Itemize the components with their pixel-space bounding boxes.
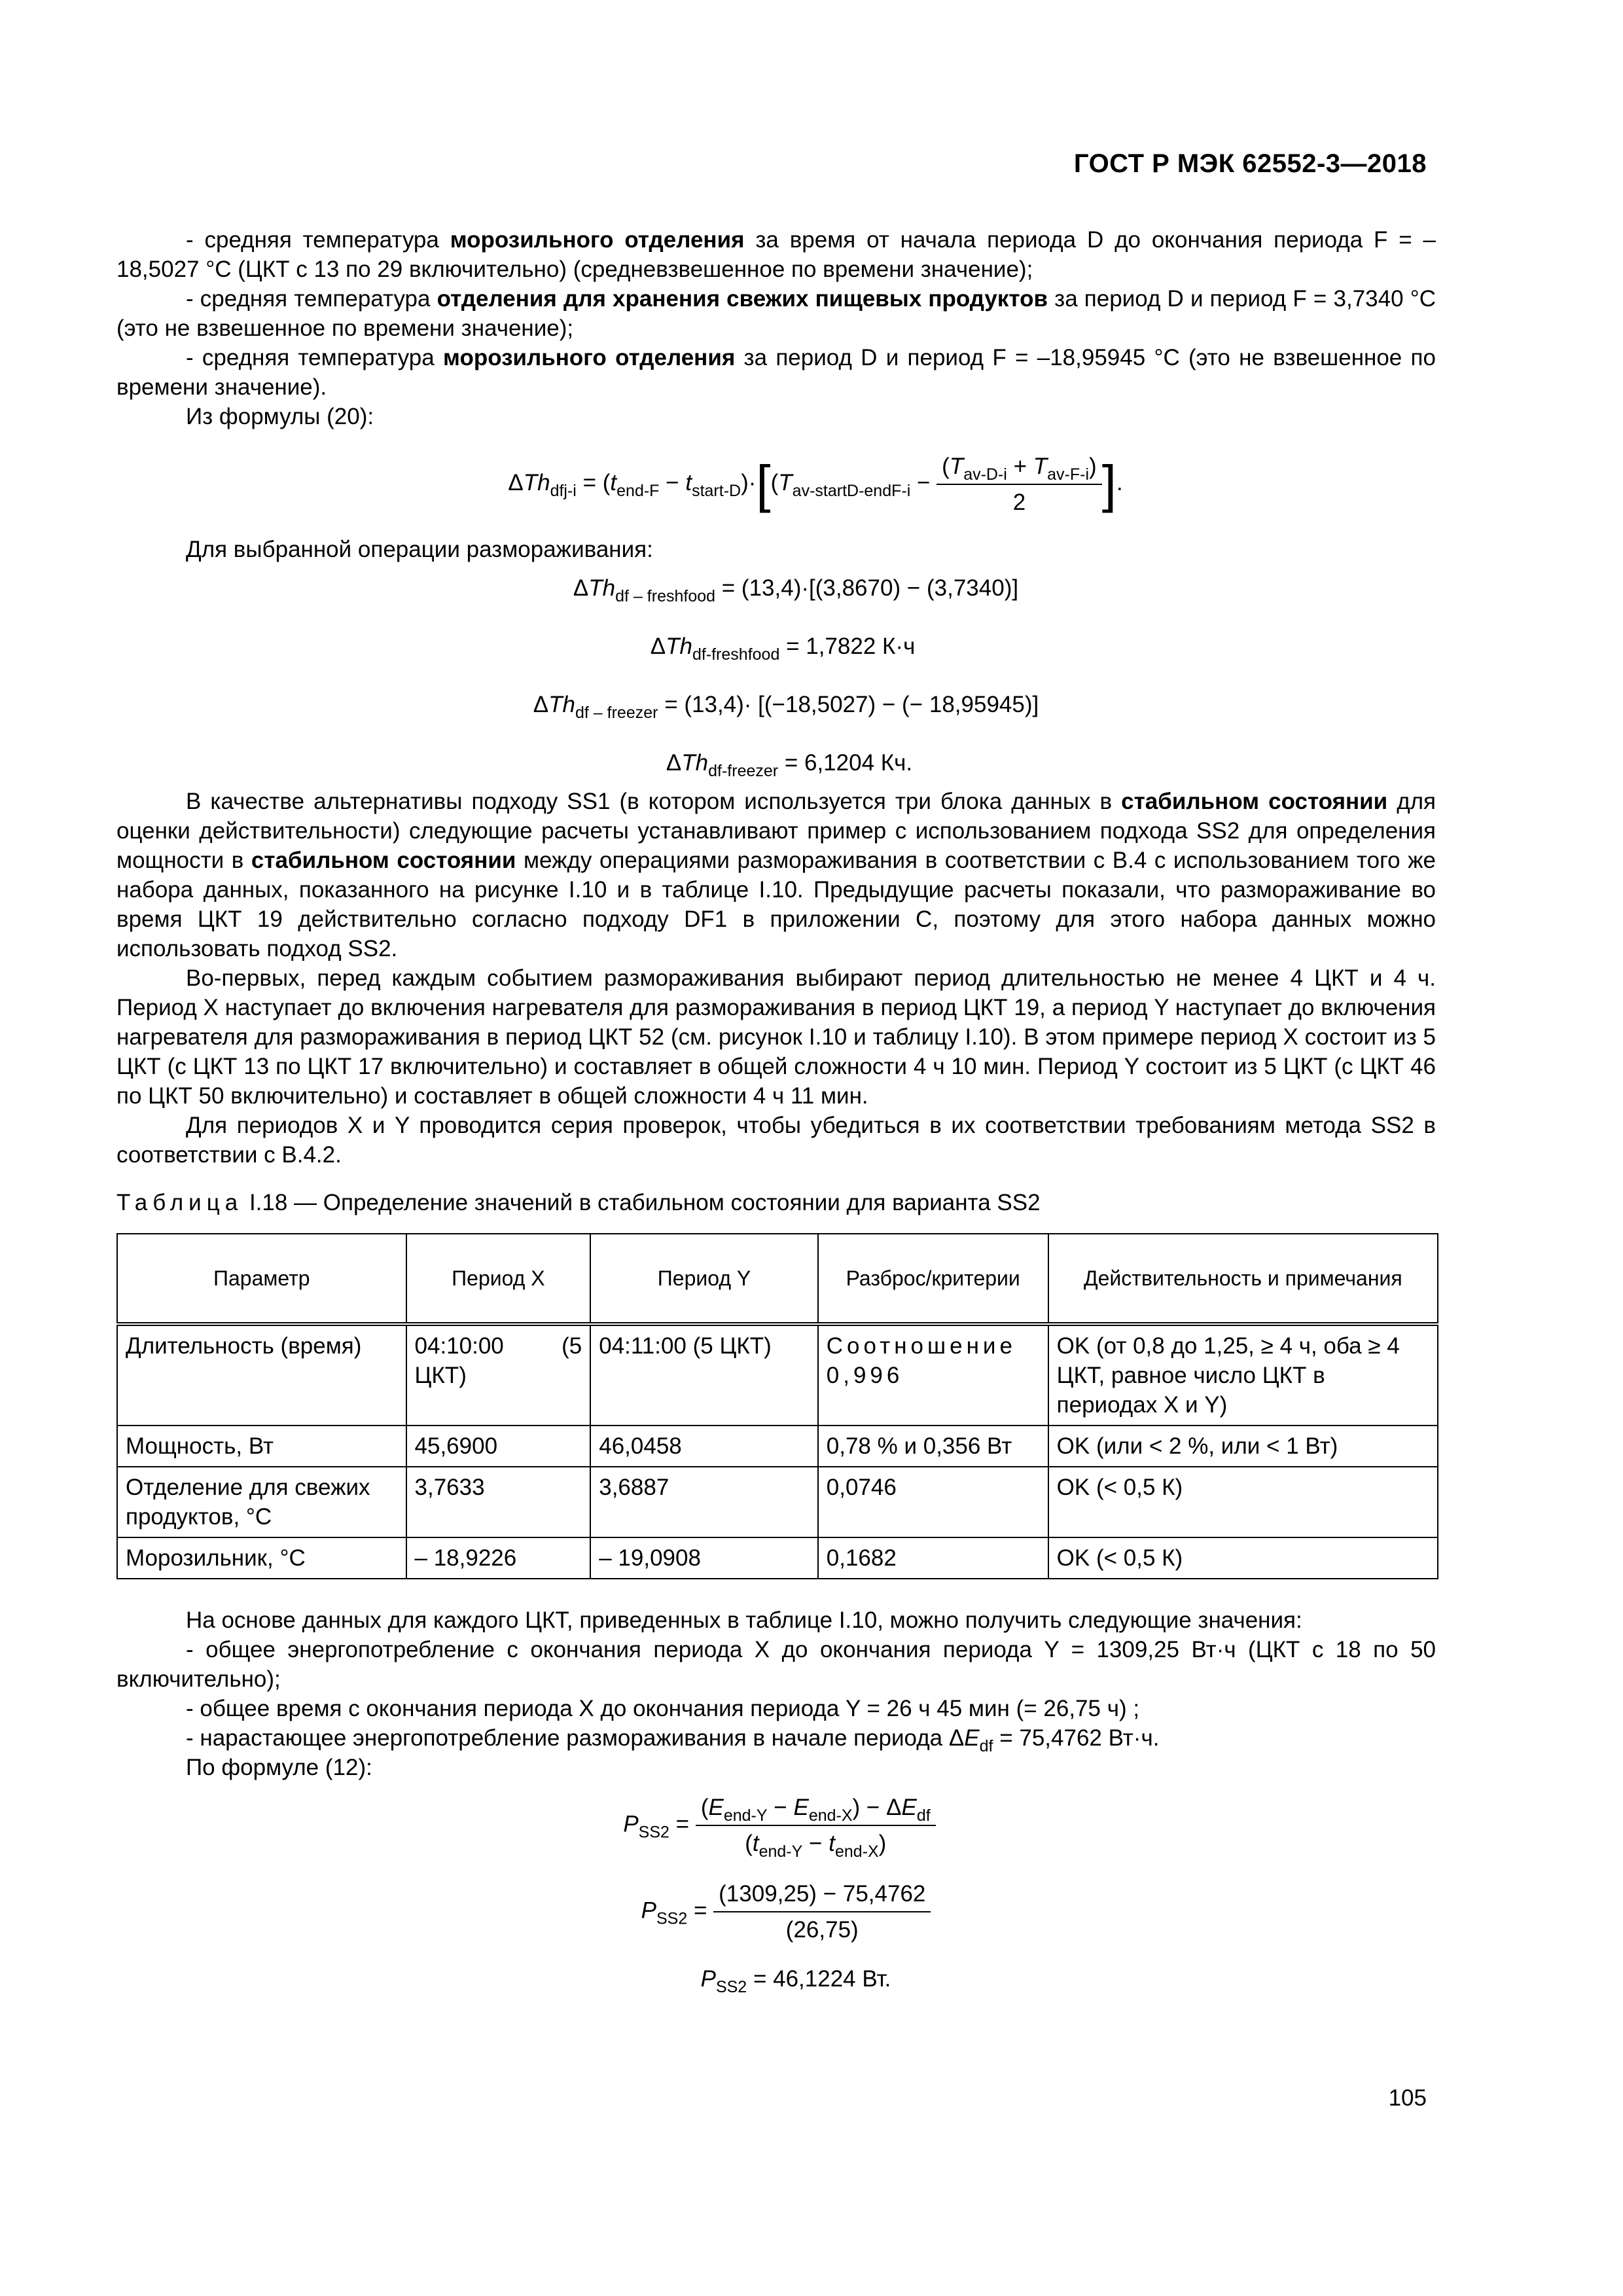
bullet-freezer-avg: [116, 225, 1436, 284]
delta-symbol: Δ: [533, 692, 549, 717]
paren: ): [852, 1795, 861, 1820]
math-sub: av-F-i: [1047, 465, 1090, 484]
math-sub: end-X: [808, 1806, 853, 1825]
table-cell: 0,1682: [818, 1537, 1048, 1579]
math-op: −: [802, 1831, 829, 1856]
math-sub: end-F: [616, 482, 660, 500]
math-sub: av-startD-endF-i: [792, 482, 911, 500]
paren: (: [700, 1795, 709, 1820]
formula-df-freshfood-result: [116, 632, 1436, 664]
numerator: [696, 1793, 936, 1826]
table-cell: OK (от 0,8 до 1,25, ≥ 4 ч, оба ≥ 4 ЦКТ, равное число ЦКТ в периодах X и Y): [1048, 1324, 1438, 1426]
bullet-total-energy: - общее энергопотребление с окончания периода X до окончания периода Y = 1309,25 Вт·ч (ЦКТ с 18 по 50 включительно);: [116, 1637, 1436, 1692]
math-op: =: [669, 1811, 696, 1837]
text: - средняя температура: [186, 345, 444, 370]
col-header-parameter: Параметр: [117, 1234, 406, 1324]
math-var: t: [752, 1831, 759, 1856]
table-row: [117, 1324, 1438, 1426]
text: для оценки действительности) следующие расчеты устанавливают пример с использованием подхода SS2 для определения мощности в: [116, 789, 1436, 873]
table-caption: [116, 1188, 1436, 1217]
table-cell: 3,7633: [406, 1467, 591, 1537]
page-content: [116, 225, 1436, 1994]
math-sub: df: [916, 1806, 931, 1825]
text: = 75,4762 Вт·ч.: [993, 1725, 1160, 1751]
delta-symbol: Δ: [508, 470, 524, 495]
math-sub: end-Y: [758, 1842, 803, 1861]
caption-text: I.18 — Определение значений в стабильном состоянии для варианта SS2: [243, 1190, 1041, 1215]
denominator: 2: [1012, 489, 1026, 515]
table-cell: – 18,9226: [406, 1537, 591, 1579]
table-cell: Мощность, Вт: [117, 1426, 406, 1467]
table-cell: OK (< 0,5 К): [1048, 1467, 1438, 1537]
paren: (: [745, 1831, 753, 1856]
term-bold: отделения для хранения свежих пищевых продуктов: [437, 286, 1048, 312]
bullet-defrost-energy: [116, 1723, 1436, 1753]
math-sub: end-X: [834, 1842, 879, 1861]
table-header-row: [117, 1234, 1438, 1324]
table-row: [117, 1467, 1438, 1537]
math-op: −: [910, 470, 937, 495]
math-sub: df – freshfood: [615, 587, 716, 605]
math-rhs: = 6,1204 Кч.: [778, 750, 913, 776]
math-op: ·: [748, 470, 757, 495]
table-cell: Соотношение 0,996: [818, 1324, 1048, 1426]
formula-df-freezer-result: [116, 748, 1436, 778]
math-var: P: [623, 1811, 639, 1837]
table-cell: OK (< 0,5 К): [1048, 1537, 1438, 1579]
math-sub: df – freezer: [575, 704, 658, 722]
delta-symbol: Δ: [886, 1795, 902, 1820]
math-var: T: [778, 470, 793, 495]
math-sub: start-D: [692, 482, 741, 500]
bracket: ]: [1101, 454, 1116, 513]
math-sub: SS2: [638, 1823, 669, 1842]
fraction: [713, 1879, 931, 1945]
table-cell: 0,78 % и 0,356 Вт: [818, 1426, 1048, 1467]
math-var: T: [1033, 453, 1048, 479]
after-table-intro: На основе данных для каждого ЦКТ, приведенных в таблице I.10, можно получить следующие значения:: [186, 1607, 1302, 1633]
math-var: t: [610, 470, 617, 495]
math-var: Th: [588, 575, 616, 601]
table-cell: 0,0746: [818, 1467, 1048, 1537]
table-cell: – 19,0908: [590, 1537, 818, 1579]
math-sub: df: [979, 1737, 993, 1755]
table-cell: Отделение для свежих продуктов, °C: [117, 1467, 406, 1537]
math-op: =: [687, 1897, 714, 1924]
text: - средняя температура: [186, 286, 437, 312]
math-op: =: [576, 470, 603, 495]
table-row: [117, 1537, 1438, 1579]
table-row: [117, 1426, 1438, 1467]
text: за период D и период F = –18,95945 °C (это не взвешенное по времени значение).: [116, 345, 1436, 400]
paren: ): [741, 470, 749, 495]
paragraph-periods: Во-первых, перед каждым событием размораживания выбирают период длительностью не менее 4 ЦКТ и 4 ч. Период X наступает до включения нагревателя для размораживания в период ЦКТ 19, а период Y наступает до включения нагревателя для размораживания в период ЦКТ 52 (см. рисунок I.10 и таблицу I.10). В этом примере период X состоит из 5 ЦКТ (с ЦКТ 13 по ЦКТ 17 включительно) и составляет в общей сложности 4 ч 10 мин. Период Y состоит из 5 ЦКТ (с ЦКТ 46 по ЦКТ 50 включительно) и составляет в общей сложности 4 ч 11 мин.: [116, 965, 1436, 1109]
math-op: +: [1007, 453, 1033, 479]
math-sub: dfj-i: [550, 482, 577, 500]
text: - нарастающее энергопотребление размораживания в начале периода Δ: [186, 1725, 965, 1751]
formula-20: [116, 440, 1436, 526]
math-var: t: [685, 470, 692, 495]
col-header-spread: Разброс/критерии: [818, 1234, 1048, 1324]
table-cell: 46,0458: [590, 1426, 818, 1467]
fraction: [936, 452, 1102, 517]
text: В качестве альтернативы подходу SS1 (в котором используется три блока данных в: [186, 789, 1122, 814]
formula-df-freshfood: [116, 573, 1436, 603]
math-var: Th: [666, 634, 692, 659]
math-var: P: [700, 1966, 716, 1992]
text: между операциями размораживания в соответствии с B.4 с использованием того же набора данных, показанного на рисунке I.10 и в таблице I.10. Предыдущие расчеты показали, что размораживание во время ЦКТ 19 действительно согласно подходу DF1 в приложении C, поэтому для этого набора данных можно использовать подход SS2.: [116, 848, 1436, 961]
defrost-intro: Для выбранной операции размораживания:: [186, 537, 653, 562]
math-var: Th: [681, 750, 709, 776]
paragraph-checks: Для периодов X и Y проводится серия проверок, чтобы убедиться в их соответствии требованиям метода SS2 в соответствии с B.4.2.: [116, 1113, 1436, 1168]
text: за период D и период F = 3,7340 °C (это не взвешенное по времени значение);: [116, 286, 1436, 341]
table-cell: 04:11:00 (5 ЦКТ): [590, 1324, 818, 1426]
term-bold: стабильном состоянии: [251, 848, 516, 873]
table-cell: OK (или < 2 %, или < 1 Вт): [1048, 1426, 1438, 1467]
term-bold: морозильного отделения: [450, 227, 745, 253]
math-rhs: = (13,4)·[(3,8670) − (3,7340)]: [715, 575, 1019, 601]
math-op: −: [659, 470, 686, 495]
paren: (: [942, 453, 950, 479]
numerator: [936, 452, 1102, 485]
math-var: P: [641, 1897, 656, 1924]
paren: ): [1089, 453, 1097, 479]
math-var: E: [793, 1795, 809, 1820]
text: - средняя температура: [186, 227, 450, 253]
math-var: T: [949, 453, 964, 479]
math-var: E: [708, 1795, 724, 1820]
math-rhs: = 1,7822 К·ч: [779, 634, 916, 659]
col-header-period-y: Период Y: [590, 1234, 818, 1324]
bullet-freezer-df: [116, 343, 1436, 402]
math-sub: df-freezer: [708, 762, 779, 780]
math-sub: SS2: [715, 1978, 747, 1996]
math-sub: end-Y: [723, 1806, 768, 1825]
delta-symbol: Δ: [650, 634, 666, 659]
denominator: (26,75): [785, 1917, 859, 1943]
table-cell: 45,6900: [406, 1426, 591, 1467]
math-op: −: [860, 1795, 887, 1820]
denominator: [696, 1826, 936, 1861]
table-cell: 3,6887: [590, 1467, 818, 1537]
punct: .: [1116, 470, 1123, 495]
col-header-validity: Действительность и примечания: [1048, 1234, 1438, 1324]
steady-state-table: [116, 1233, 1438, 1579]
numerator: (1309,25) − 75,4762: [713, 1879, 931, 1912]
bullet-total-time: - общее время с окончания периода X до окончания периода Y = 26 ч 45 мин (= 26,75 ч) ;: [186, 1696, 1140, 1721]
col-header-period-x: Период X: [406, 1234, 591, 1324]
bracket: [: [756, 454, 771, 513]
fraction: [696, 1793, 936, 1861]
math-sub: SS2: [656, 1909, 688, 1928]
table-cell: Длительность (время): [117, 1324, 406, 1426]
math-var: Th: [548, 692, 576, 717]
text: за время от начала периода D до окончания периода F = –18,5027 °C (ЦКТ с 13 по 29 включительно) (средневзвешенное по времени значение);: [116, 227, 1436, 282]
paren: (: [770, 470, 779, 495]
math-rhs: = 46,1224 Вт.: [747, 1966, 891, 1992]
formula-12-substituted: [116, 1879, 1436, 1955]
paragraph-ss2-alternative: [116, 787, 1436, 963]
paren: ): [878, 1831, 887, 1856]
math-rhs: = (13,4)· [(−18,5027) − (− 18,95945)]: [658, 692, 1039, 717]
formula-12-result: [116, 1964, 1436, 1994]
math-sub: av-D-i: [963, 465, 1007, 484]
delta-symbol: Δ: [573, 575, 589, 601]
formula-df-freezer: [116, 690, 1436, 722]
table-cell: 04:10:00 (5 ЦКТ): [406, 1324, 591, 1426]
paren: (: [602, 470, 611, 495]
bullet-fresh-avg: [116, 284, 1436, 343]
from-formula-20: Из формулы (20):: [186, 404, 374, 429]
caption-label: Таблица: [116, 1190, 243, 1215]
math-var: t: [829, 1831, 835, 1856]
delta-symbol: Δ: [666, 750, 682, 776]
math-var: E: [964, 1725, 980, 1751]
from-formula-12: По формуле (12):: [186, 1755, 372, 1780]
math-op: −: [767, 1795, 794, 1820]
formula-12: [116, 1793, 1436, 1869]
math-var: E: [901, 1795, 917, 1820]
page-number: 105: [1388, 2085, 1427, 2111]
math-sub: df-freshfood: [692, 645, 780, 664]
math-var: Th: [523, 470, 550, 495]
standard-header: ГОСТ Р МЭК 62552-3—2018: [1073, 149, 1427, 178]
table-cell: Морозильник, °C: [117, 1537, 406, 1579]
term-bold: стабильном состоянии: [1121, 789, 1388, 814]
term-bold: морозильного отделения: [443, 345, 736, 370]
